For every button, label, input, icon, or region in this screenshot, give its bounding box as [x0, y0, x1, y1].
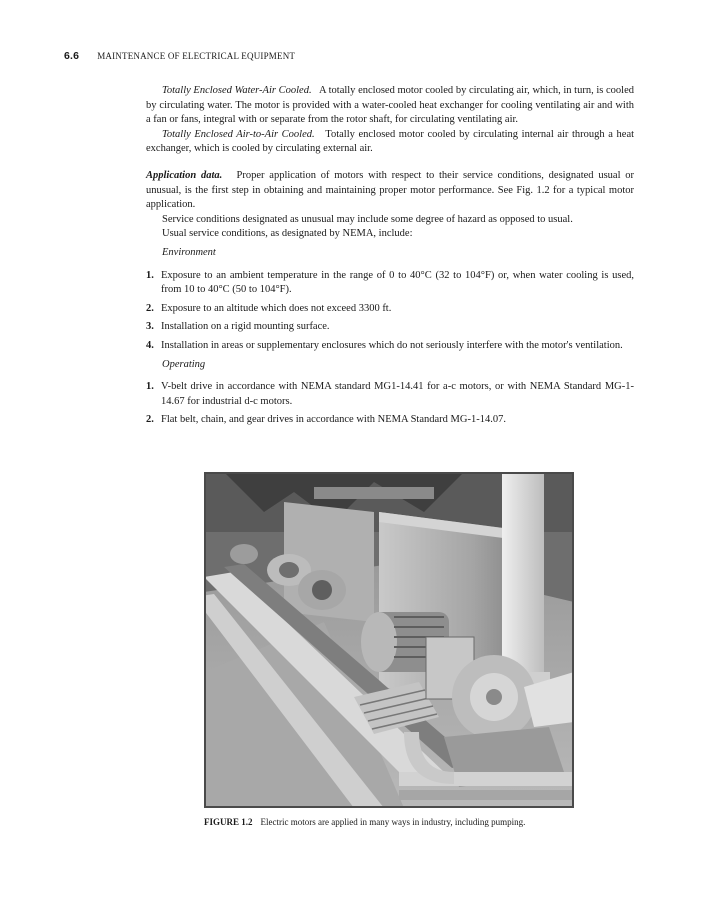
term-air-to-air: Totally Enclosed Air-to-Air Cooled.: [162, 128, 315, 140]
running-header: [64, 50, 664, 62]
list-item: 1. Exposure to an ambient temperature in the range of 0 to 40°C (32 to 104°F) or, when water cooling is used, from 10 to 40°C (50 to 104°F).: [146, 269, 634, 296]
paragraph-service-conditions: Service conditions designated as unusual may include some degree of hazard as opposed to usual.: [162, 213, 573, 225]
heading-application-data: Application data.: [146, 169, 223, 181]
paragraph-water-air: [146, 84, 634, 128]
paragraph-air-to-air: [146, 128, 634, 157]
application-data-text: Proper application of motors with respect to their service conditions, designated usual or unusual, is the first step in obtaining and maintaining proper motor performance. See Fig. 1.2 for a typical motor application.: [146, 169, 634, 211]
figure-caption: [204, 817, 634, 827]
term-water-air: Totally Enclosed Water-Air Cooled.: [162, 85, 312, 96]
list-item: 1. V-belt drive in accordance with NEMA standard MG1-14.41 for a-c motors, or with NEMA Standard MG-1-14.67 for industrial d-c motors.: [146, 381, 634, 407]
running-title: MAINTENANCE OF ELECTRICAL EQUIPMENT: [97, 51, 296, 61]
figure-caption-text: Electric motors are applied in many ways in industry, including pumping.: [260, 817, 526, 827]
figure-photo-pump-motors: [204, 472, 574, 808]
page-number: 6.6: [64, 50, 80, 62]
figure-label: FIGURE 1.2: [204, 817, 253, 827]
pump-motor-illustration: [204, 472, 574, 808]
list-item: 2. Flat belt, chain, and gear drives in accordance with NEMA Standard MG-1-14.07.: [146, 414, 506, 426]
list-item: 4. Installation in areas or supplementary enclosures which do not seriously interfere with the motor's ventilation.: [146, 339, 623, 351]
subheading-environment: Environment: [162, 246, 216, 258]
paragraph-application-data: [146, 169, 634, 213]
list-item: 2. Exposure to an altitude which does not exceed 3300 ft.: [146, 302, 392, 314]
list-item: 3. Installation on a rigid mounting surface.: [146, 321, 330, 333]
body-text: [146, 84, 634, 432]
definition-water-air: A totally enclosed motor cooled by circulating air, which, in turn, is cooled by circulating water. The motor is provided with a water-cooled heat exchanger for cooling ventilating air and with a fan or fans, integral with or separate from the rotor shaft, for circulating ventilating air.: [146, 85, 635, 126]
definition-air-to-air: Totally enclosed motor cooled by circulating internal air through a heat exchanger, which is cooled by circulating external air.: [146, 128, 635, 155]
paragraph-usual-conditions: Usual service conditions, as designated by NEMA, include:: [162, 228, 413, 240]
subheading-operating: Operating: [162, 358, 206, 370]
